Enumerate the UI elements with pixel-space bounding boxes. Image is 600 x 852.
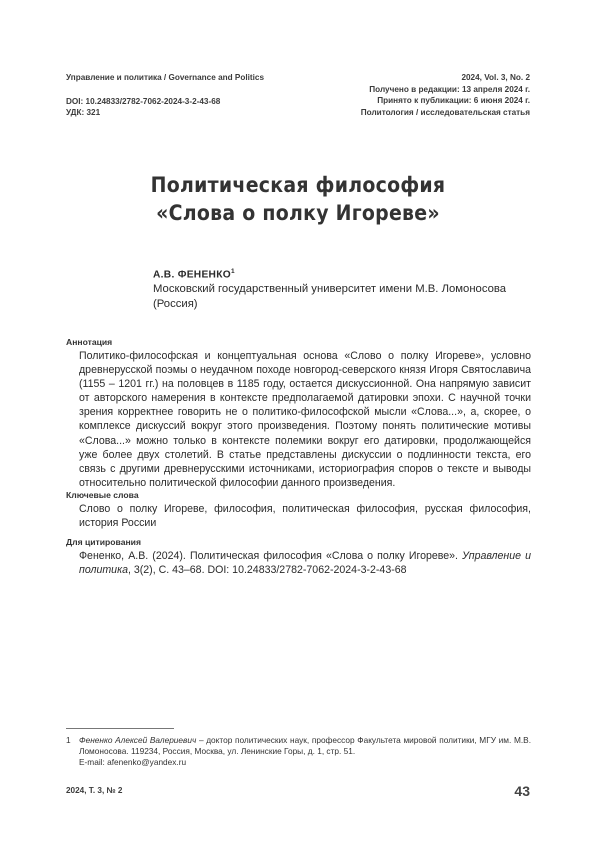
article-title bbox=[94, 172, 502, 228]
accepted-date: Принято к публикации: 6 июня 2024 г. bbox=[377, 96, 530, 105]
citation-label: Для цитирования bbox=[66, 537, 141, 547]
keywords-label: Ключевые слова bbox=[66, 490, 139, 500]
author-affiliation: Московский государственный университет имени М.В. Ломоносова (Россия) bbox=[153, 283, 507, 311]
abstract-label: Аннотация bbox=[66, 337, 113, 347]
citation-journal: Управление и политика bbox=[79, 550, 531, 577]
title-line-1: Политическая философия bbox=[150, 173, 446, 198]
title-line-2: «Слова о полку Игореве» bbox=[156, 201, 440, 226]
running-header-left bbox=[66, 72, 264, 119]
footnote-number: 1 bbox=[66, 735, 71, 745]
keywords-text: Слово о полку Игореве, философия, политическая философия, русская философия, история России bbox=[79, 503, 531, 530]
volume-info: 2024, Vol. 3, No. 2 bbox=[461, 73, 530, 82]
author-footnote bbox=[66, 735, 531, 769]
doi: DOI: 10.24833/2782-7062-2024-3-2-43-68 bbox=[66, 96, 221, 106]
abstract-text: Политико-философская и концептуальная основа «Слово о полку Игореве», условно древнерусской поэмы о неудачном походе новгород-северского князя Игоря Святославича (1155 – 1201 гг.) на половцев в 1185 году, остается дискуссионной. Она напрямую зависит от авторского намерения в контексте предполагаемой датировки эпохи. С научной точки зрения корректнее говорить не о политико-философской мысли «Слова...», а, скорее, о комплексе дискуссий вокруг этого произведения. Поэтому понять политические мотивы «Слова...» можно только в контексте полемики вокруг его датировки, продолжающейся уже более двух столетий. В статье представлены дискуссии о подлинности текста, его связь с другими древнерусскими источниками, историография споров о тексте и выводы относительно политической философии данного произведения. bbox=[79, 350, 531, 489]
journal-name: Управление и политика / Governance and Politics bbox=[66, 73, 265, 82]
received-date: Получено в редакции: 13 апреля 2024 г. bbox=[369, 84, 530, 94]
footnote-divider bbox=[66, 728, 174, 729]
author-footnote-marker: 1 bbox=[230, 268, 235, 275]
footnote-text: – доктор политических наук, профессор Факультета мировой политики, МГУ им. М.В. Ломоносова. 119234, Россия, Москва, ул. Ленинские Горы, д. 1, стр. 51. bbox=[79, 735, 531, 757]
footnote-email: E-mail: afenenko@yandex.ru bbox=[79, 757, 187, 768]
citation-text: Фененко, А.В. (2024). Политическая философия «Слова о полку Игореве». Управление и политика, 3(2), С. 43–68. DOI: 10.24833/2782-7062-2024-3-2-43-68 bbox=[79, 550, 531, 577]
article-category: Политология / исследовательская статья bbox=[360, 107, 530, 117]
author-name: А.В. ФЕНЕНКО$^1$ bbox=[153, 268, 235, 281]
page-number: 43 bbox=[514, 783, 530, 799]
author-block bbox=[153, 264, 523, 312]
footer-issue: 2024, Т. 3, № 2 bbox=[66, 786, 123, 795]
footnote-author-name: Фененко Алексей Валериевич bbox=[79, 735, 197, 745]
running-header-right bbox=[361, 72, 530, 118]
udk: УДК: 321 bbox=[66, 108, 101, 117]
